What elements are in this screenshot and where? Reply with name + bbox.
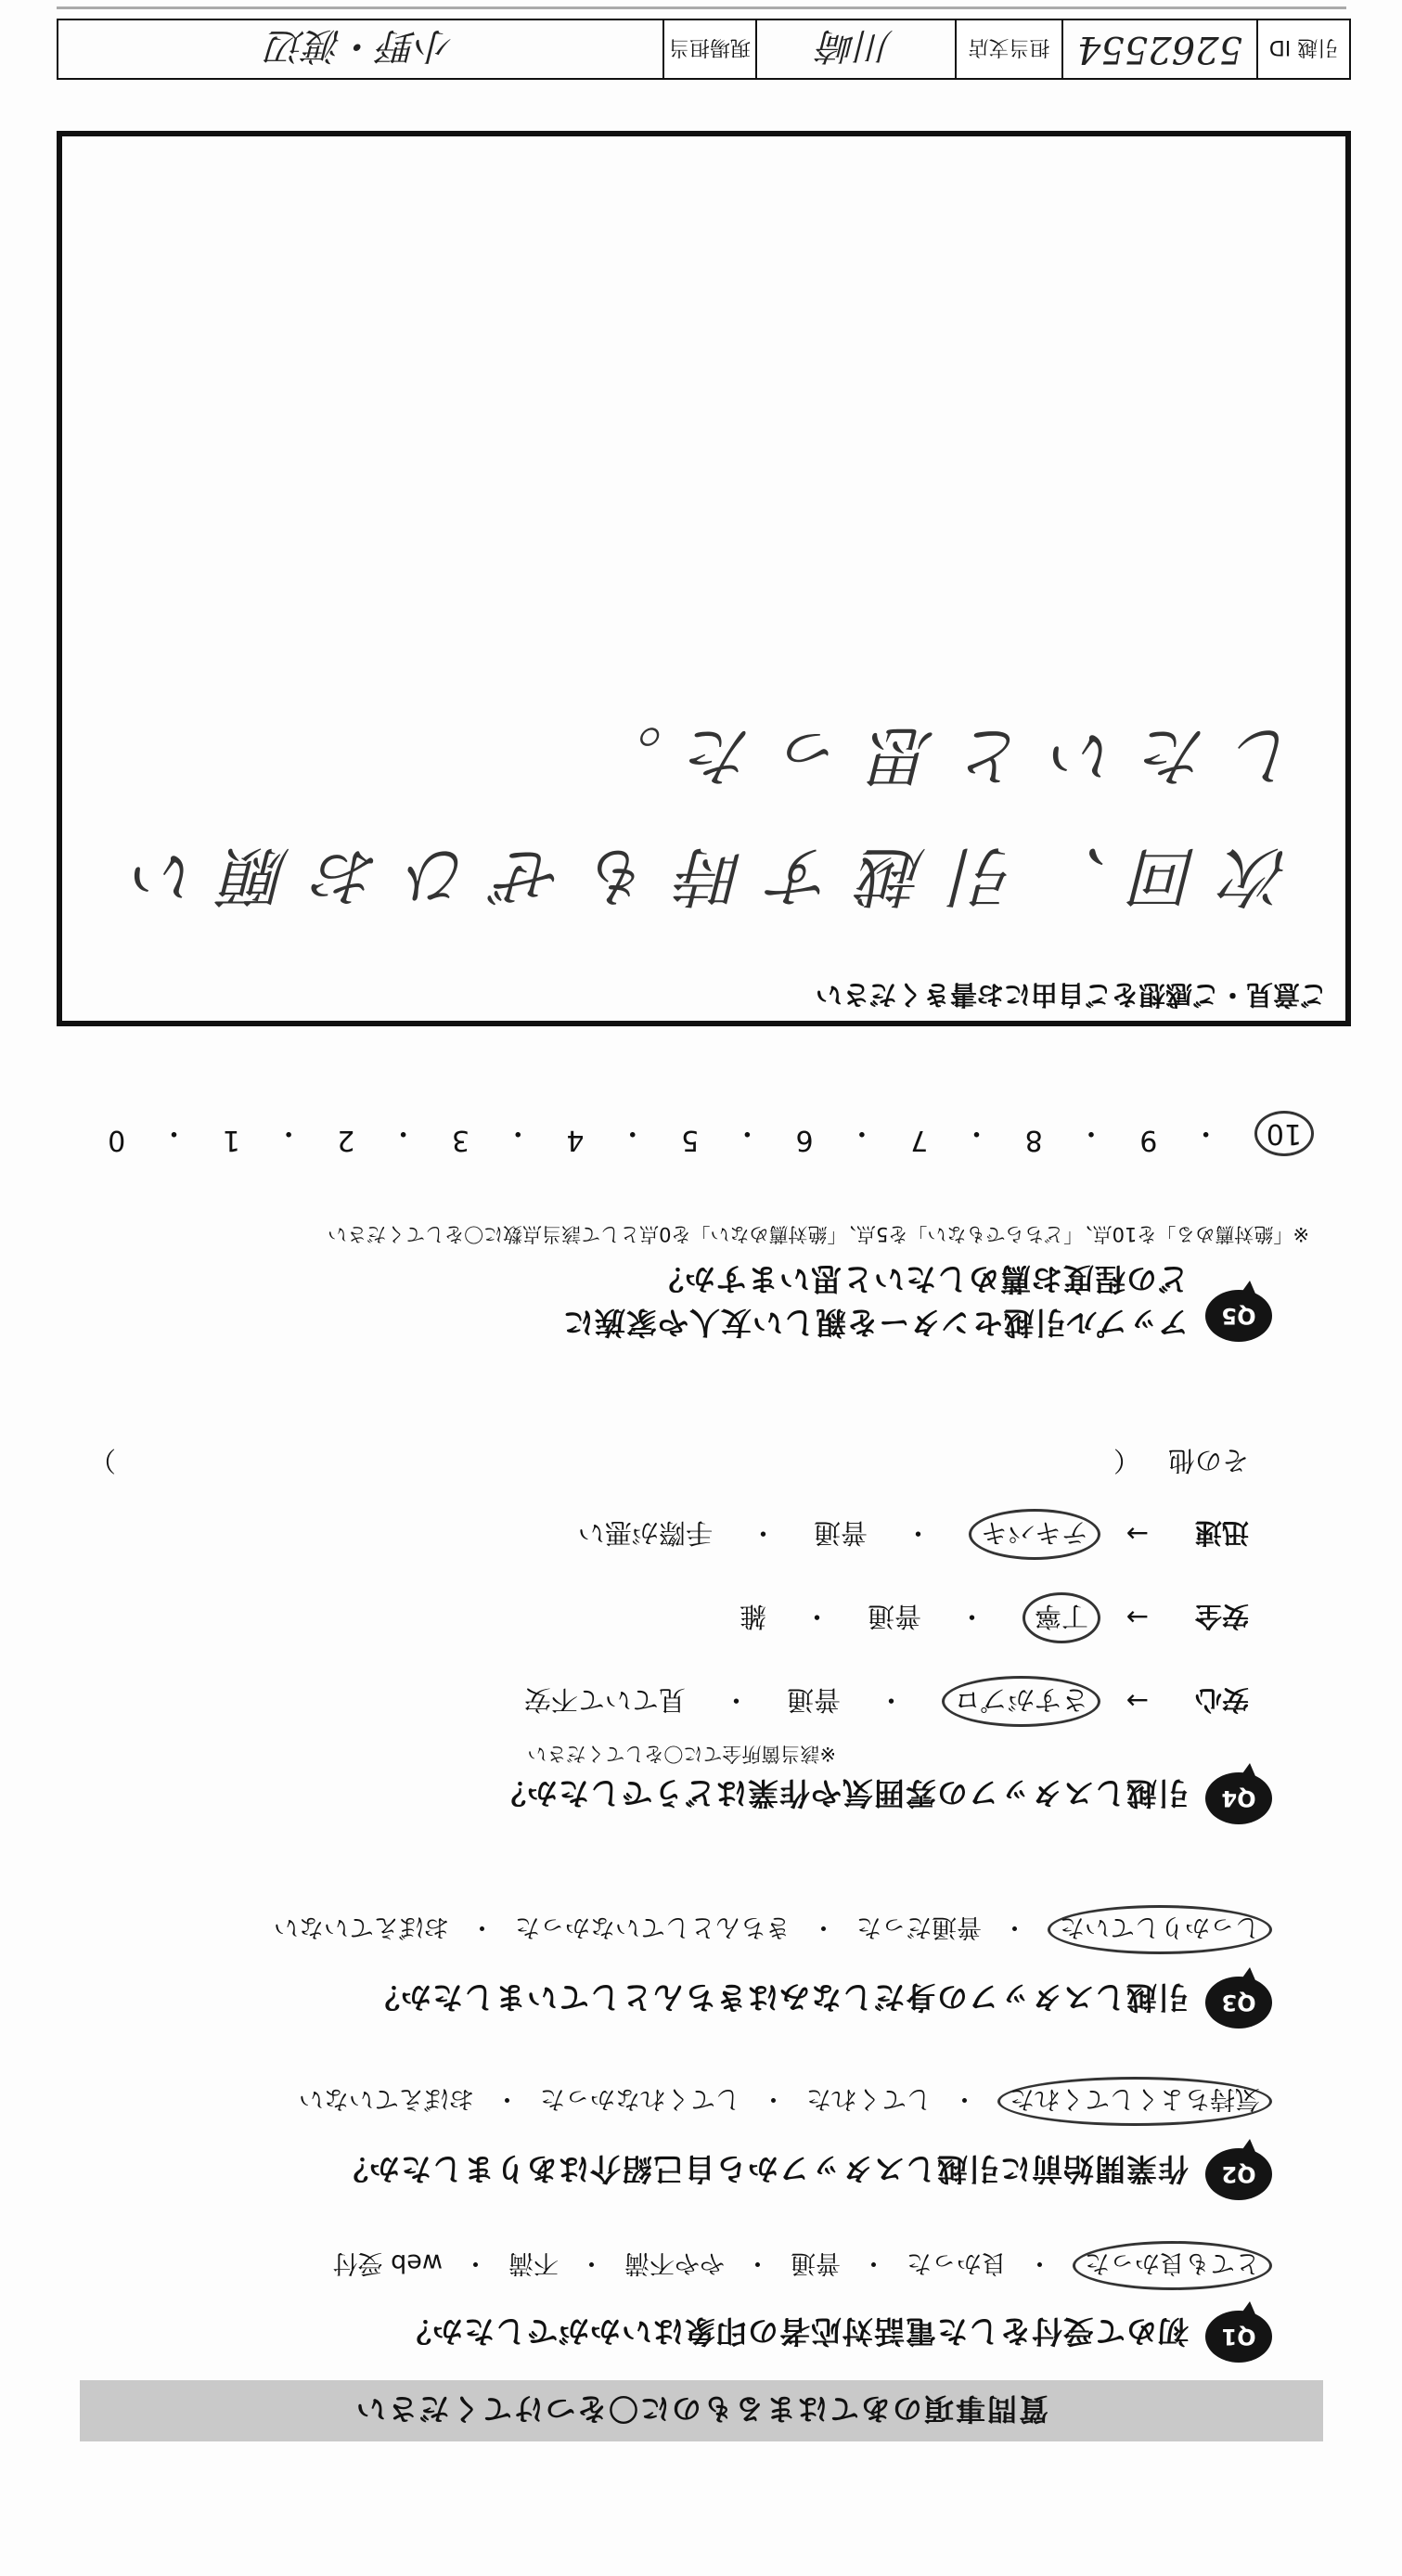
q1-badge: Q1 bbox=[1205, 2311, 1272, 2363]
q4-row-label: 迅速 bbox=[1194, 1517, 1249, 1549]
scale-option[interactable]: 8 bbox=[1024, 1124, 1043, 1156]
q4-option[interactable]: 普通 bbox=[867, 1601, 921, 1632]
comment-title: ご意見・ご感想をご自由にお書きください bbox=[815, 979, 1327, 1011]
q2-option[interactable]: おぼえていない bbox=[299, 2084, 474, 2113]
q4-question: 引越しスタッフの雰囲気や作業はどうでしたか？ bbox=[495, 1775, 1189, 1811]
instruction-title: 質問事項のあてはまるものに〇をつけてください bbox=[354, 2391, 1049, 2427]
q4-row-jinsoku: 迅速 → テキパキ ・ 普通 ・ 手際が悪い bbox=[578, 1509, 1249, 1560]
q1-option[interactable]: 良かった bbox=[907, 2248, 1007, 2277]
q4-other-open: （ bbox=[1113, 1445, 1140, 1476]
scale-option[interactable]: 3 bbox=[451, 1124, 469, 1156]
footer-leader-label: 現場担当 bbox=[662, 20, 755, 78]
q4-other-label: その他 bbox=[1167, 1445, 1249, 1476]
q4-option-selected[interactable]: さすがプロ bbox=[942, 1676, 1100, 1727]
q4-option[interactable]: 普通 bbox=[813, 1517, 868, 1549]
q4-other-close: ） bbox=[89, 1445, 117, 1476]
q2-option-selected[interactable]: 気持ちよくしてくれた bbox=[997, 2077, 1272, 2126]
q4-option[interactable]: 見ていて不安 bbox=[523, 1684, 686, 1716]
instruction-header bbox=[80, 2380, 1323, 2441]
comment-handwriting-line2: したいと思った。 bbox=[572, 717, 1299, 793]
q5-question-line1: アップル引越センターを親しい友人や家族に bbox=[561, 1305, 1189, 1341]
q1-option[interactable]: やや不満 bbox=[624, 2248, 725, 2277]
q1-options: とても良かった ・ 良かった ・ 普通 ・ やや不満 ・ 不満 ・ web 受付 bbox=[333, 2241, 1272, 2290]
q4-row-anzen: 安全 → 丁寧 ・ 普通 ・ 雑 bbox=[740, 1592, 1249, 1643]
arrow-right-icon: → bbox=[1125, 1685, 1150, 1718]
scale-option[interactable]: 6 bbox=[795, 1124, 814, 1156]
scale-option-selected[interactable]: 10 bbox=[1254, 1111, 1314, 1156]
footer-id-value: 5262554 bbox=[1061, 20, 1256, 78]
q4-option[interactable]: 普通 bbox=[786, 1684, 841, 1716]
page-edge-line bbox=[57, 6, 1346, 9]
q5-badge: Q5 bbox=[1205, 1290, 1272, 1342]
q4-note: ※該当箇所全てに〇をしてください bbox=[527, 1743, 836, 1765]
footer-table bbox=[57, 19, 1351, 80]
q4-option[interactable]: 手際が悪い bbox=[577, 1517, 713, 1549]
q3-option[interactable]: きちんとしていなかった bbox=[515, 1913, 791, 1941]
scale-option[interactable]: 0 bbox=[108, 1124, 126, 1156]
footer-branch-label: 担当支店 bbox=[955, 20, 1061, 78]
q5-scale: 10 ・ 9 ・ 8 ・ 7 ・ 6 ・ 5 ・ 4 ・ 3 ・ 2 ・ 1 ・ 0 bbox=[108, 1111, 1314, 1156]
q5-question-line2: どの程度お薦めしたいと思いますか？ bbox=[652, 1261, 1189, 1297]
q4-option[interactable]: 雑 bbox=[739, 1601, 766, 1632]
q3-options: しっかりしていた ・ 普通だった ・ きちんとしていなかった ・ おぼえていない bbox=[274, 1905, 1272, 1954]
footer-branch-value: 川崎 bbox=[755, 20, 955, 78]
scale-option[interactable]: 4 bbox=[566, 1124, 585, 1156]
q1-option[interactable]: 不満 bbox=[508, 2248, 559, 2277]
q1-question: 初めて受付をした電話対応者の印象はいかがでしたか？ bbox=[400, 2313, 1189, 2350]
q1-option-selected[interactable]: とても良かった bbox=[1073, 2241, 1272, 2290]
q1-option[interactable]: 普通 bbox=[791, 2248, 841, 2277]
q4-option-selected[interactable]: 丁寧 bbox=[1023, 1592, 1100, 1643]
scale-option[interactable]: 5 bbox=[681, 1124, 700, 1156]
q5-note: ※「絶対薦める」を10点、「どちらでもない」を5点、「絶対薦めない」を0点として該当点数に〇をしてください bbox=[328, 1223, 1309, 1245]
footer-id-label: 引越 ID bbox=[1256, 20, 1349, 78]
scale-option[interactable]: 7 bbox=[910, 1124, 929, 1156]
q3-option[interactable]: 普通だった bbox=[856, 1913, 982, 1941]
q3-question: 引越しスタッフの身だしなみはきちんとしていましたか？ bbox=[368, 1979, 1189, 2016]
q2-option[interactable]: してくれなかった bbox=[540, 2084, 740, 2113]
q4-other-row bbox=[89, 1443, 1249, 1481]
q1-option[interactable]: web 受付 bbox=[332, 2248, 443, 2277]
q3-badge: Q3 bbox=[1205, 1977, 1272, 2029]
scale-option[interactable]: 9 bbox=[1139, 1124, 1158, 1156]
arrow-right-icon: → bbox=[1125, 1518, 1150, 1551]
scale-option[interactable]: 2 bbox=[337, 1124, 355, 1156]
q2-badge: Q2 bbox=[1205, 2148, 1272, 2200]
q4-row-label: 安全 bbox=[1194, 1601, 1249, 1632]
scale-option[interactable]: 1 bbox=[222, 1124, 240, 1156]
q2-option[interactable]: してくれた bbox=[806, 2084, 932, 2113]
q4-option-selected[interactable]: テキパキ bbox=[969, 1509, 1100, 1560]
q4-row-label: 安心 bbox=[1194, 1684, 1249, 1716]
q2-options: 気持ちよくしてくれた ・ してくれた ・ してくれなかった ・ おぼえていない bbox=[299, 2077, 1272, 2126]
comment-handwriting-line1: 次回、引越す時もぜひお願い bbox=[108, 838, 1290, 914]
q4-badge: Q4 bbox=[1205, 1772, 1272, 1824]
q2-question: 作業開始前に引越しスタッフから自己紹介はありましたか？ bbox=[337, 2151, 1189, 2187]
arrow-right-icon: → bbox=[1125, 1602, 1150, 1634]
q3-option[interactable]: おぼえていない bbox=[274, 1913, 449, 1941]
q4-row-anshin: 安心 → さすがプロ ・ 普通 ・ 見ていて不安 bbox=[524, 1676, 1249, 1727]
comment-box[interactable] bbox=[57, 131, 1351, 1026]
footer-leader-value: 小野・渡辺 bbox=[267, 24, 454, 68]
q3-option-selected[interactable]: しっかりしていた bbox=[1048, 1905, 1272, 1954]
